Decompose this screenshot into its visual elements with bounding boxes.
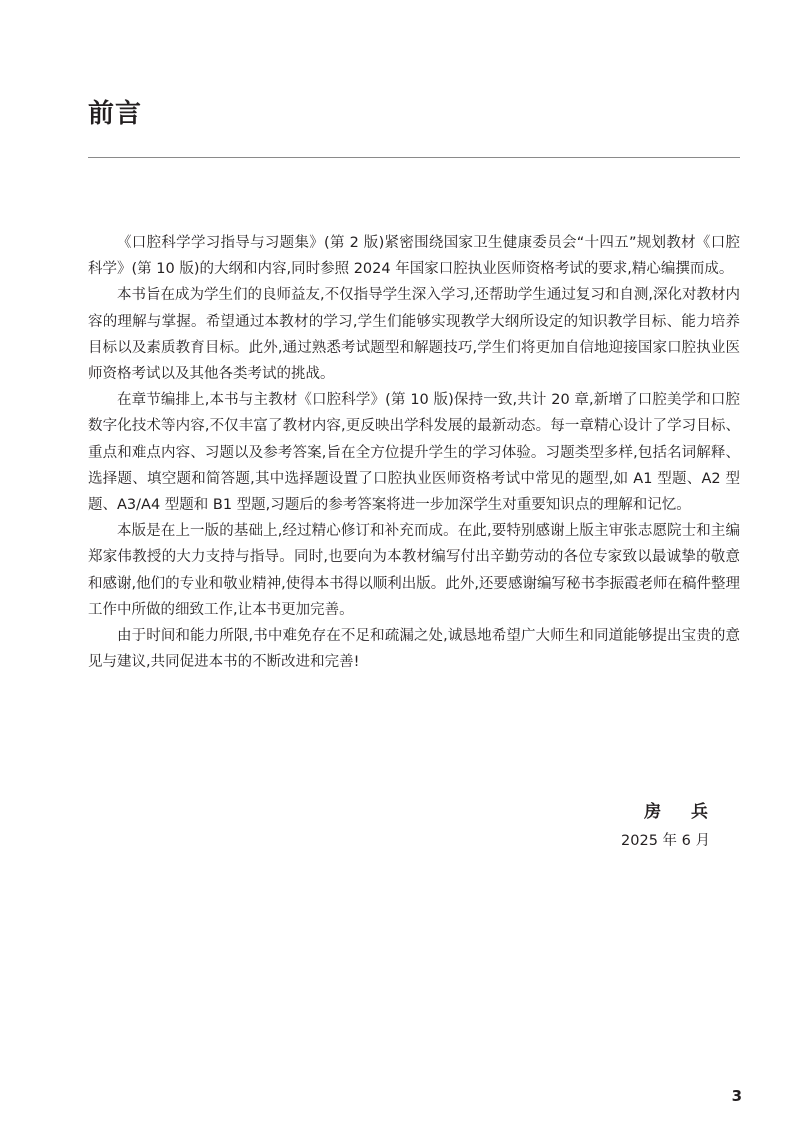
- paragraph-1: 《口腔科学学习指导与习题集》(第 2 版)紧密围绕国家卫生健康委员会“十四五”规划教材《口腔科学》(第 10 版)的大纲和内容,同时参照 2024 年国家口腔执业医师资格考试的要求,精心编撰而成。: [88, 235, 740, 278]
- paragraph-5: 由于时间和能力所限,书中难免存在不足和疏漏之处,诚恳地希望广大师生和同道能够提出宝贵的意见与建议,共同促进本书的不断改进和完善!: [88, 628, 740, 671]
- paragraph-4: 本版是在上一版的基础上,经过精心修订和补充而成。在此,要特别感谢上版主审张志愿院士和主编郑家伟教授的大力支持与指导。同时,也要向为本教材编写付出辛勤劳动的各位专家致以最诚挚的敬意和感谢,他们的专业和敬业精神,使得本书得以顺利出版。此外,还要感谢编写秘书李振霞老师在稿件整理工作中所做的细致工作,让本书更加完善。: [88, 523, 740, 618]
- signature-date: 2025 年 6 月: [621, 833, 710, 849]
- preface-body: [88, 230, 740, 675]
- paragraph-2: 本书旨在成为学生们的良师益友,不仅指导学生深入学习,还帮助学生通过复习和自测,深化对教材内容的理解与掌握。希望通过本教材的学习,学生们能够实现教学大纲所设定的知识教学目标、能力培养目标以及素质教育目标。此外,通过熟悉考试题型和解题技巧,学生们将更加自信地迎接国家口腔执业医师资格考试以及其他各类考试的挑战。: [88, 287, 740, 383]
- paragraph-3: 在章节编排上,本书与主教材《口腔科学》(第 10 版)保持一致,共计 20 章,新增了口腔美学和口腔数字化技术等内容,不仅丰富了教材内容,更反映出学科发展的最新动态。每一章精心设计了学习目标、重点和难点内容、习题以及参考答案,旨在全方位提升学生的学习体验。习题类型多样,包括名词解释、选择题、填空题和简答题,其中选择题设置了口腔执业医师资格考试中常见的题型,如 A1 型题、A2 型题、A3/A4 型题和 B1 型题,习题后的参考答案将进一步加深学生对重要知识点的理解和记忆。: [88, 392, 740, 514]
- page-title: 前言: [88, 99, 143, 129]
- title-divider: [88, 157, 740, 158]
- signature-block: [621, 798, 720, 854]
- page-number: 3: [731, 1087, 742, 1105]
- author-name: 房 兵: [644, 802, 720, 822]
